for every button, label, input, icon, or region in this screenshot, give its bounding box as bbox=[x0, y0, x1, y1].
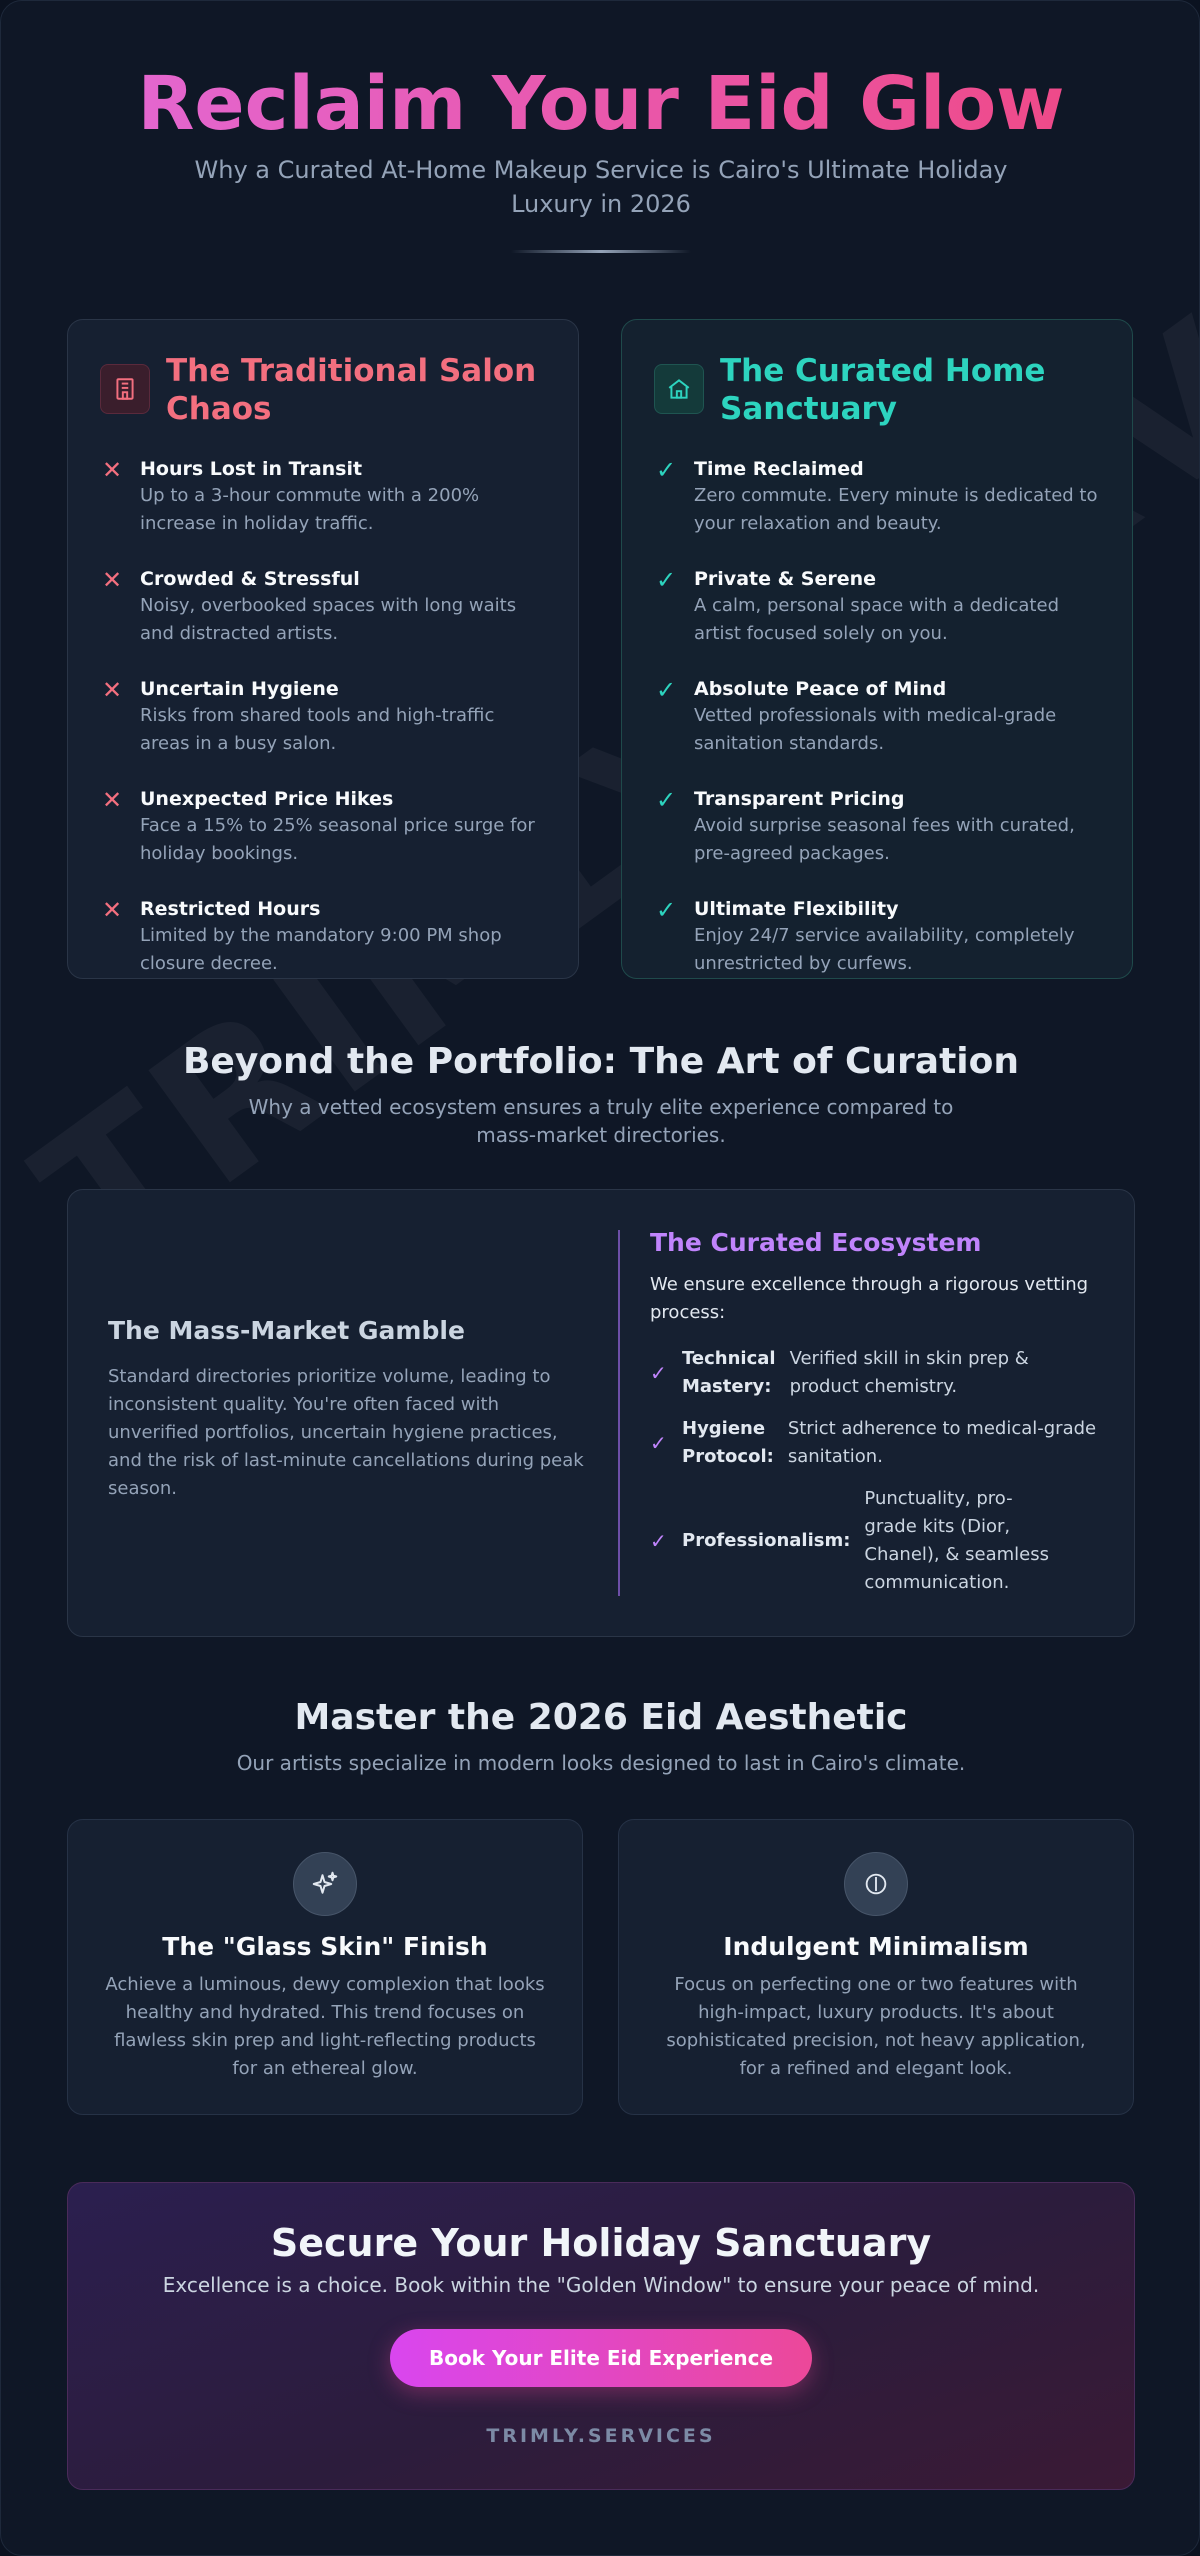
salon-point bbox=[100, 566, 546, 648]
home-sanctuary-card bbox=[621, 319, 1133, 979]
cross-icon: ✕ bbox=[101, 786, 123, 814]
curation-title: Beyond the Portfolio: The Art of Curation bbox=[182, 1041, 1019, 1082]
home-point bbox=[654, 456, 1100, 538]
salon-point bbox=[100, 456, 546, 538]
aesthetic-subtitle: Our artists specialize in modern looks designed to last in Cairo's climate. bbox=[236, 1751, 966, 1775]
home-card-title: The Curated Home Sanctuary bbox=[720, 353, 1046, 427]
point-desc: Up to a 3-hour commute with a 200% increase in holiday traffic. bbox=[140, 485, 480, 534]
trend-card-glass-skin bbox=[67, 1819, 583, 2115]
cta-title: Secure Your Holiday Sanctuary bbox=[270, 2221, 932, 2265]
point-title: Absolute Peace of Mind bbox=[694, 678, 947, 700]
cross-icon: ✕ bbox=[101, 896, 123, 924]
salon-point bbox=[100, 676, 546, 758]
sparkles-icon bbox=[293, 1852, 357, 1916]
point-title: Hours Lost in Transit bbox=[140, 458, 363, 480]
cross-icon: ✕ bbox=[101, 456, 123, 484]
cta-subtitle: Excellence is a choice. Book within the "Golden Window" to ensure your peace of mind. bbox=[162, 2273, 1040, 2297]
home-point bbox=[654, 676, 1100, 758]
home-point bbox=[654, 786, 1100, 868]
point-title: Unexpected Price Hikes bbox=[140, 788, 394, 810]
check-icon: ✓ bbox=[655, 896, 677, 924]
vetting-label: Professionalism: bbox=[682, 1530, 851, 1551]
point-title: Transparent Pricing bbox=[694, 788, 905, 810]
point-desc: Noisy, overbooked spaces with long waits and distracted artists. bbox=[140, 595, 517, 644]
trend-text: Focus on perfecting one or two features with high-impact, luxury products. It's about sophisticated precision, not heavy application, for a refined and elegant look. bbox=[666, 1974, 1086, 2079]
point-title: Restricted Hours bbox=[140, 898, 321, 920]
salon-card-title: The Traditional Salon Chaos bbox=[166, 353, 537, 427]
vetting-label: Technical Mastery: bbox=[682, 1348, 776, 1397]
check-icon: ✓ bbox=[655, 456, 677, 484]
check-icon: ✓ bbox=[650, 1361, 667, 1385]
brand-name: TRIMLY.SERVICES bbox=[486, 2425, 716, 2447]
point-desc: Zero commute. Every minute is dedicated to your relaxation and beauty. bbox=[694, 485, 1098, 534]
divider bbox=[618, 1230, 620, 1596]
ecosystem-title: The Curated Ecosystem bbox=[650, 1228, 982, 1257]
home-icon bbox=[654, 364, 704, 414]
home-point bbox=[654, 896, 1100, 978]
salon-point bbox=[100, 896, 546, 978]
cross-icon: ✕ bbox=[101, 566, 123, 594]
trend-card-minimalism bbox=[618, 1819, 1134, 2115]
gamble-text: Standard directories prioritize volume, leading to inconsistent quality. You're often faced with unverified portfolios, uncertain hygiene practices, and the risk of last-minute cancellations during peak season. bbox=[108, 1366, 584, 1499]
minimal-circle-icon bbox=[844, 1852, 908, 1916]
curation-subtitle: Why a vetted ecosystem ensures a truly elite experience compared to mass-market directories. bbox=[248, 1095, 954, 1147]
vetting-text: Punctuality, pro-grade kits (Dior, Chanel), & seamless communication. bbox=[864, 1488, 1049, 1593]
cta-panel bbox=[67, 2182, 1135, 2490]
ecosystem-intro: We ensure excellence through a rigorous vetting process: bbox=[650, 1274, 1089, 1323]
point-desc: Risks from shared tools and high-traffic areas in a busy salon. bbox=[140, 705, 495, 754]
trend-title: The "Glass Skin" Finish bbox=[162, 1932, 488, 1961]
gamble-title: The Mass-Market Gamble bbox=[108, 1316, 465, 1345]
point-title: Ultimate Flexibility bbox=[694, 898, 899, 920]
vetting-item bbox=[650, 1345, 1100, 1401]
point-title: Private & Serene bbox=[694, 568, 877, 590]
book-experience-button[interactable]: Book Your Elite Eid Experience bbox=[390, 2329, 812, 2387]
curated-ecosystem bbox=[650, 1228, 1100, 1611]
check-icon: ✓ bbox=[650, 1529, 667, 1553]
point-desc: Face a 15% to 25% seasonal price surge for holiday bookings. bbox=[140, 815, 535, 864]
hero-divider bbox=[511, 250, 691, 253]
point-desc: Limited by the mandatory 9:00 PM shop closure decree. bbox=[140, 925, 502, 974]
hero-subtitle: Why a Curated At-Home Makeup Service is Cairo's Ultimate Holiday Luxury in 2026 bbox=[194, 156, 1008, 218]
home-point bbox=[654, 566, 1100, 648]
point-desc: Vetted professionals with medical-grade sanitation standards. bbox=[694, 705, 1057, 754]
point-desc: Enjoy 24/7 service availability, completely unrestricted by curfews. bbox=[694, 925, 1075, 974]
building-icon bbox=[100, 364, 150, 414]
aesthetic-title: Master the 2026 Eid Aesthetic bbox=[294, 1697, 908, 1738]
check-icon: ✓ bbox=[650, 1431, 667, 1455]
point-title: Uncertain Hygiene bbox=[140, 678, 339, 700]
cross-icon: ✕ bbox=[101, 676, 123, 704]
mass-market-gamble bbox=[108, 1316, 584, 1503]
trend-title: Indulgent Minimalism bbox=[723, 1932, 1029, 1961]
vetting-text: Verified skill in skin prep & product chemistry. bbox=[789, 1348, 1029, 1397]
point-desc: Avoid surprise seasonal fees with curated, pre-agreed packages. bbox=[694, 815, 1075, 864]
trend-text: Achieve a luminous, dewy complexion that looks healthy and hydrated. This trend focuses on flawless skin prep and light-reflecting products for an ethereal glow. bbox=[105, 1974, 545, 2079]
vetting-item bbox=[650, 1415, 1100, 1471]
curation-comparison-box bbox=[67, 1189, 1135, 1637]
point-title: Time Reclaimed bbox=[694, 458, 864, 480]
salon-point bbox=[100, 786, 546, 868]
vetting-item bbox=[650, 1485, 1100, 1597]
hero-title: Reclaim Your Eid Glow bbox=[1, 61, 1200, 147]
check-icon: ✓ bbox=[655, 786, 677, 814]
check-icon: ✓ bbox=[655, 566, 677, 594]
check-icon: ✓ bbox=[655, 676, 677, 704]
vetting-label: Hygiene Protocol: bbox=[682, 1418, 774, 1467]
point-title: Crowded & Stressful bbox=[140, 568, 360, 590]
vetting-text: Strict adherence to medical-grade sanitation. bbox=[787, 1418, 1097, 1467]
point-desc: A calm, personal space with a dedicated artist focused solely on you. bbox=[694, 595, 1059, 644]
salon-chaos-card bbox=[67, 319, 579, 979]
